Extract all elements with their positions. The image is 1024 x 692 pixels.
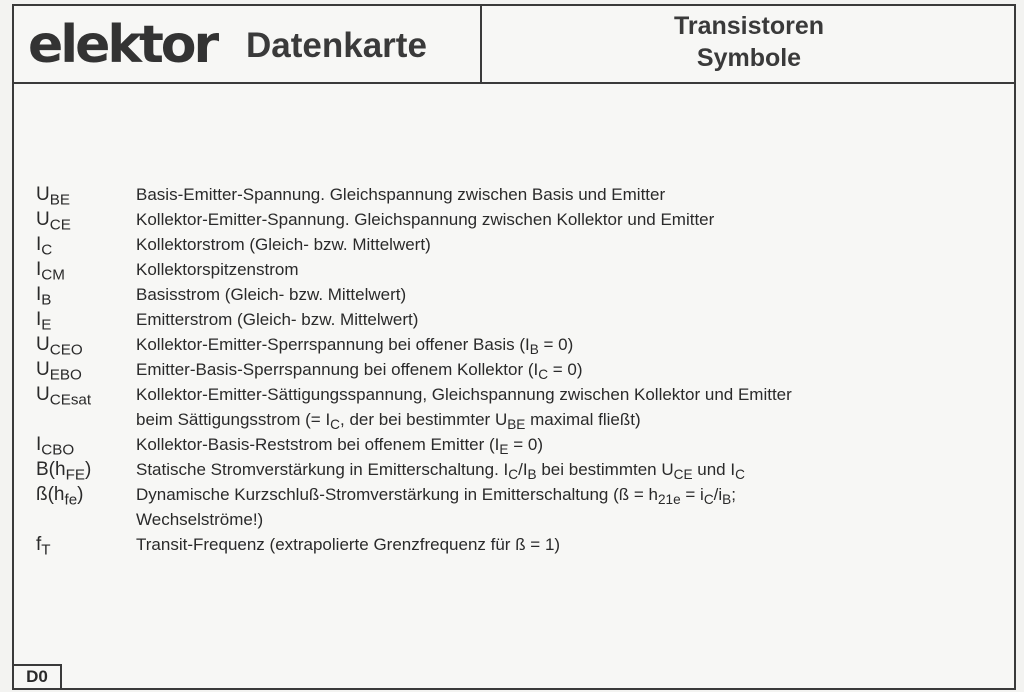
symbol: $I_E$ xyxy=(36,309,52,334)
symbol: $I_{CM}$ xyxy=(36,259,65,284)
symbol: $U_{CEsat}$ xyxy=(36,384,92,409)
symbol: $U_{BE}$ xyxy=(36,184,70,209)
symbol: $U_{EBO}$ xyxy=(36,359,82,384)
definition-row xyxy=(36,532,1006,557)
symbol: $I_C$ xyxy=(36,234,53,259)
symbol: $U_{CEO}$ xyxy=(36,334,83,359)
definition-row xyxy=(36,457,1006,482)
definition-row xyxy=(36,232,1006,257)
definition-row xyxy=(36,257,1006,282)
definition-text: Kollektorstrom (Gleich- bzw. Mittelwert) xyxy=(136,235,431,254)
topic-title-line2: Symbole xyxy=(696,44,802,72)
symbol: $ß(h_{fe})$ xyxy=(36,484,84,509)
definition-text: Basis-Emitter-Spannung. Gleichspannung zwischen Basis und Emitter xyxy=(136,185,666,204)
definition-text: Emitterstrom (Gleich- bzw. Mittelwert) xyxy=(136,310,419,329)
definition-text: Statische Stromverstärkung in Emitterschaltung. $I_C/I_B$ bei bestimmten $U_{CE}$ und $I_C$ xyxy=(136,460,745,482)
definition-text: Kollektor-Emitter-Sättigungsspannung, Gleichspannung zwischen Kollektor und Emitter beim Sättigungsstrom (= $I_C$, der bei bestimmter $U_{BE}$ maximal fließt) xyxy=(136,385,792,432)
topic-title-line1: Transistoren xyxy=(673,12,825,40)
definition-text: Dynamische Kurzschluß-Stromverstärkung in Emitterschaltung (ß = $h_{21e} = i_C/i_B$; Wechselströme!) xyxy=(136,485,736,529)
definition-list xyxy=(36,182,1006,557)
header xyxy=(14,6,1014,84)
definition-row xyxy=(36,307,1006,332)
symbol: $B(h_{FE})$ xyxy=(36,459,92,484)
card-code: D0 xyxy=(14,664,62,688)
definition-text: Kollektor-Basis-Reststrom bei offenem Emitter $(I_E = 0)$ xyxy=(136,435,543,457)
definition-row xyxy=(36,332,1006,357)
definition-row xyxy=(36,282,1006,307)
definition-row xyxy=(36,432,1006,457)
symbol: $U_{CE}$ xyxy=(36,209,71,234)
definition-row xyxy=(36,182,1006,207)
definition-text: Kollektorspitzenstrom xyxy=(136,260,299,279)
definition-text: Transit-Frequenz (extrapolierte Grenzfrequenz für ß = 1) xyxy=(136,535,561,554)
brand-cell xyxy=(14,6,482,82)
elektor-logo: elektor xyxy=(28,15,217,75)
symbol: $I_B$ xyxy=(36,284,52,309)
card-type-title: Datenkarte xyxy=(246,26,427,65)
definition-row xyxy=(36,482,1006,532)
topic-cell xyxy=(484,6,1014,82)
symbol: $f_T$ xyxy=(36,534,51,559)
definition-text: Emitter-Basis-Sperrspannung bei offenem Kollektor $(I_C = 0)$ xyxy=(136,360,583,382)
definition-text: Basisstrom (Gleich- bzw. Mittelwert) xyxy=(136,285,407,304)
definition-row xyxy=(36,357,1006,382)
definition-row xyxy=(36,382,1006,432)
datasheet-card xyxy=(12,4,1016,690)
definition-text: Kollektor-Emitter-Sperrspannung bei offener Basis $(I_B = 0)$ xyxy=(136,335,574,357)
symbol: $I_{CBO}$ xyxy=(36,434,75,459)
definition-row xyxy=(36,207,1006,232)
definition-text: Kollektor-Emitter-Spannung. Gleichspannung zwischen Kollektor und Emitter xyxy=(136,210,715,229)
